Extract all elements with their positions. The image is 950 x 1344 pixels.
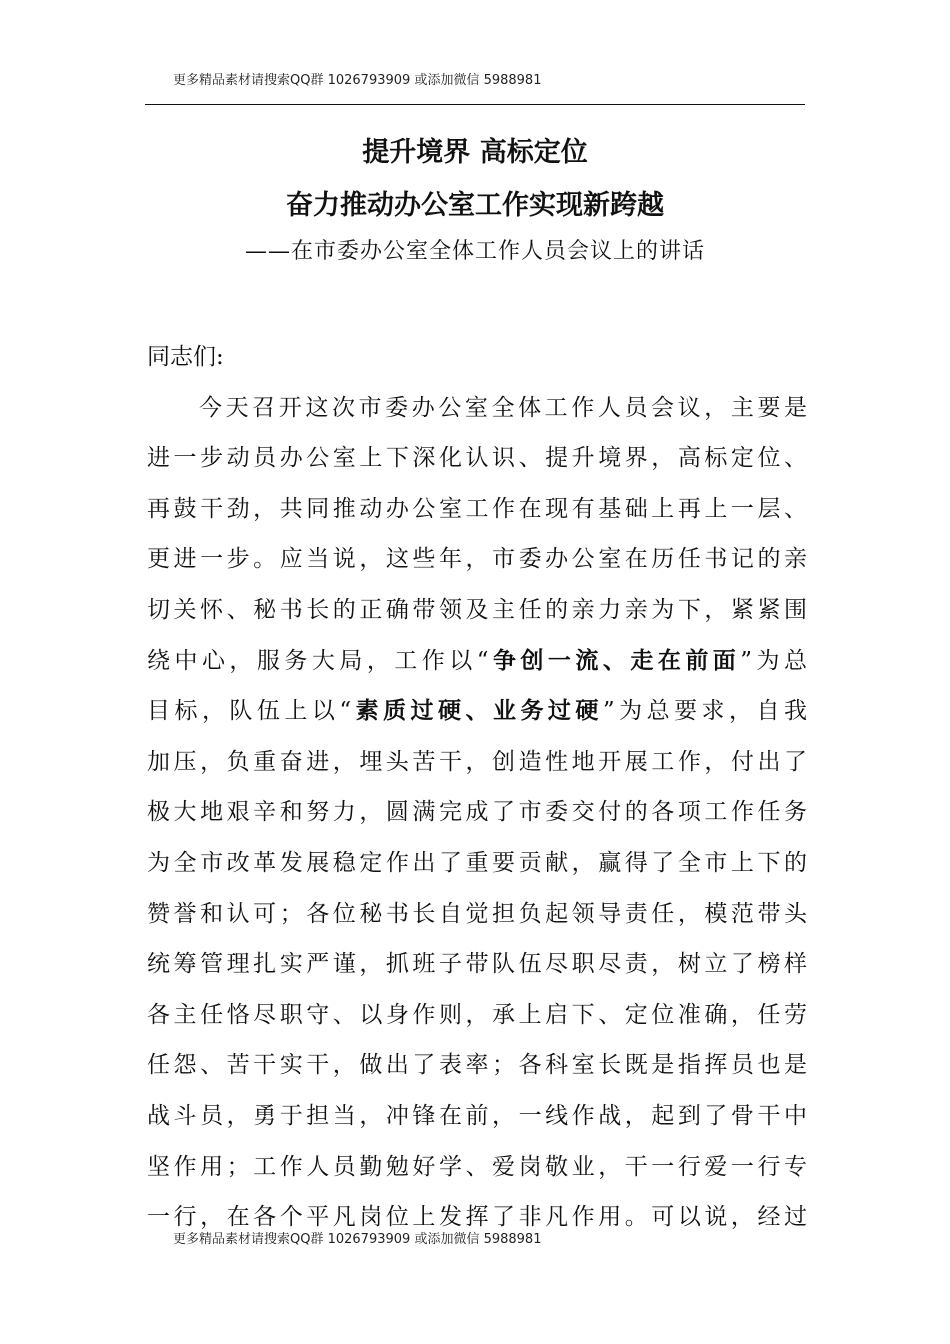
- header-note: 更多精品素材请搜索QQ群 1026793909 或添加微信 5988981: [173, 73, 542, 88]
- title-line-2: 奋力推动办公室工作实现新跨越: [286, 190, 664, 221]
- body-line: 战斗员，勇于担当，冲锋在前，一线作战，起到了骨干中: [147, 1102, 807, 1129]
- body-line: 各主任恪尽职守、以身作则，承上启下、定位准确，任劳: [147, 1001, 807, 1028]
- body-line: 为全市改革发展稳定作出了重要贡献，赢得了全市上下的: [147, 849, 807, 876]
- body-line: 赞誉和认可；各位秘书长自觉担负起领导责任，模范带头: [147, 900, 807, 927]
- body-line: 更进一步。应当说，这些年，市委办公室在历任书记的亲: [147, 546, 807, 573]
- subtitle: ——在市委办公室全体工作人员会议上的讲话: [244, 239, 705, 264]
- body-line: 再鼓干劲，共同推动办公室工作在现有基础上再上一层、: [147, 495, 807, 522]
- body-line: 坚作用；工作人员勤勉好学、爱岗敬业，干一行爱一行专: [147, 1153, 807, 1180]
- speech-body: [147, 332, 807, 1243]
- footer-note: 更多精品素材请搜索QQ群 1026793909 或添加微信 5988981: [173, 1232, 542, 1247]
- emphasis-text: 争创一流、走在前面: [488, 647, 741, 674]
- body-line: 极大地艰辛和努力，圆满完成了市委交付的各项工作任务: [147, 799, 807, 826]
- body-line: 一行，在各个平凡岗位上发挥了非凡作用。可以说，经过: [147, 1204, 807, 1231]
- body-text-segment: ”为总要求，自我: [602, 698, 807, 725]
- body-text-segment: 绕中心，服务大局，工作以“: [147, 647, 489, 674]
- body-line: 任怨、苦干实干，做出了表率；各科室长既是指挥员也是: [147, 1052, 807, 1079]
- body-line-emphasis: [147, 686, 807, 737]
- body-text-segment: ”为总: [740, 647, 807, 674]
- body-text-segment: 目标，队伍上以“: [147, 698, 352, 725]
- title-line-1: 提升境界 高标定位: [362, 137, 588, 168]
- salutation: 同志们:: [147, 344, 224, 370]
- body-line: 进一步动员办公室上下深化认识、提升境界，高标定位、: [147, 445, 807, 472]
- header-divider: [145, 104, 805, 105]
- emphasis-text: 素质过硬、业务过硬: [351, 698, 603, 725]
- body-line: 加压，负重奋进，埋头苦干，创造性地开展工作，付出了: [147, 748, 807, 775]
- body-line-emphasis: [147, 636, 807, 687]
- body-line: 切关怀、秘书长的正确带领及主任的亲力亲为下，紧紧围: [147, 596, 807, 623]
- body-line: 统筹管理扎实严谨，抓班子带队伍尽职尽责，树立了榜样: [147, 951, 807, 978]
- body-line: 今天召开这次市委办公室全体工作人员会议，主要是: [199, 394, 807, 421]
